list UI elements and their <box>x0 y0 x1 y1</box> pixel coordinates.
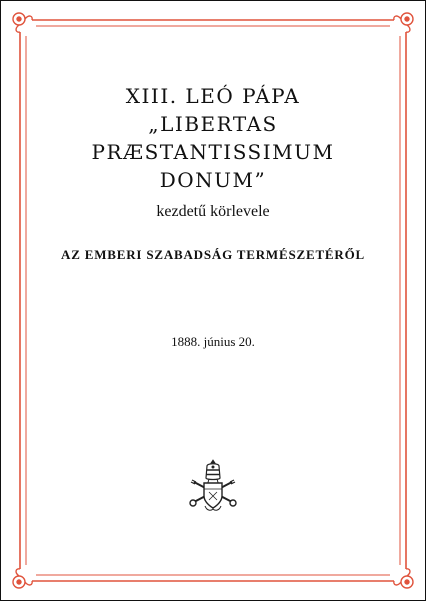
title-line-1: XIII. LEÓ PÁPA <box>125 84 301 108</box>
heading: AZ EMBERI SZABADSÁG TERMÉSZETÉRŐL <box>61 247 365 262</box>
papal-emblem-icon <box>185 458 241 514</box>
corner-ornament-top-left <box>13 13 32 32</box>
corner-ornament-bottom-left <box>13 569 32 588</box>
date: 1888. június 20. <box>171 334 255 349</box>
subtitle: kezdetű körlevele <box>156 203 270 220</box>
corner-ornament-bottom-right <box>394 569 413 588</box>
title-line-2: „LIBERTAS <box>148 112 278 136</box>
title-line-4: DONUM” <box>159 168 267 192</box>
title-line-3: PRÆSTANTISSIMUM <box>91 140 335 164</box>
corner-ornament-top-right <box>394 13 413 32</box>
